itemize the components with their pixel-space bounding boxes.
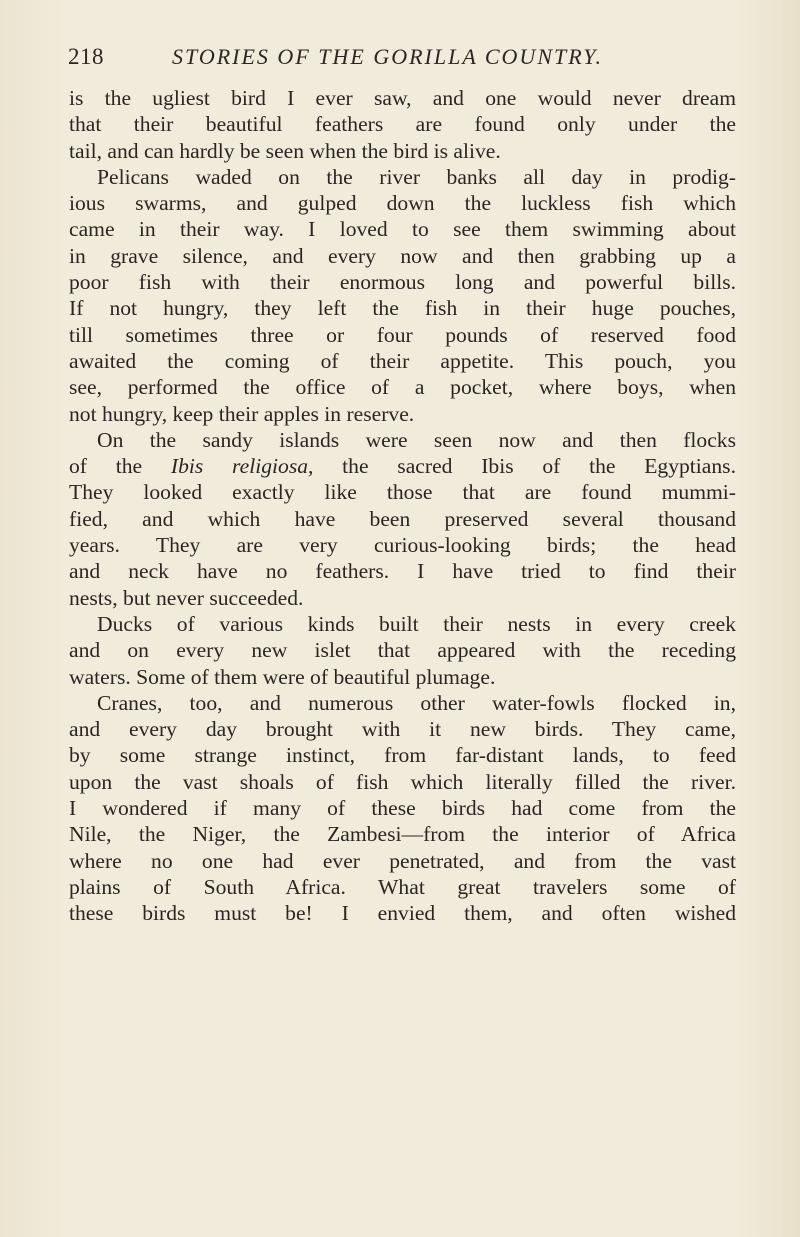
text-line: waters. Some of them were of beautiful plumage. bbox=[69, 664, 496, 689]
text-line: Nile, the Niger, the Zambesi—from the interior of Africa bbox=[69, 822, 736, 847]
text-line: that their beautiful feathers are found only under the bbox=[69, 112, 736, 137]
text-line: ious swarms, and gulped down the luckless fish which bbox=[69, 191, 736, 216]
text-line: till sometimes three or four pounds of reserved food bbox=[69, 322, 736, 347]
text-line: fied, and which have been preserved several thousand bbox=[69, 506, 736, 531]
text-fragment: , the sacred Ibis of the Egyptians. bbox=[308, 454, 736, 479]
text-line: in grave silence, and every now and then grabbing up a bbox=[69, 243, 736, 268]
text-line: tail, and can hardly be seen when the bird is alive. bbox=[69, 138, 501, 163]
text-line: is the ugliest bird I ever saw, and one would never dream bbox=[69, 86, 736, 110]
text-line: came in their way. I loved to see them swimming about bbox=[69, 217, 736, 242]
text-line: awaited the coming of their appetite. This pouch, you bbox=[69, 348, 736, 373]
text-fragment: of the bbox=[69, 454, 171, 479]
running-title: STORIES OF THE GORILLA COUNTRY. bbox=[172, 44, 603, 69]
body-text bbox=[69, 85, 736, 927]
text-line: nests, but never succeeded. bbox=[69, 585, 304, 610]
text-line: Pelicans waded on the river banks all day in prodig- bbox=[97, 164, 736, 189]
text-line: not hungry, keep their apples in reserve. bbox=[69, 401, 415, 426]
running-head bbox=[68, 44, 728, 84]
text-line: see, performed the office of a pocket, where boys, when bbox=[69, 375, 736, 400]
text-line: Cranes, too, and numerous other water-fowls flocked in, bbox=[97, 690, 736, 715]
text-line: and neck have no feathers. I have tried to find their bbox=[69, 559, 736, 584]
text-line: Ducks of various kinds built their nests in every creek bbox=[97, 611, 736, 636]
text-line: poor fish with their enormous long and powerful bills. bbox=[69, 270, 736, 295]
text-line: years. They are very curious-looking birds; the head bbox=[69, 533, 736, 558]
text-line: by some strange instinct, from far-distant lands, to feed bbox=[69, 743, 736, 768]
text-line: If not hungry, they left the fish in their huge pouches, bbox=[69, 296, 736, 321]
text-line: They looked exactly like those that are found mummi- bbox=[69, 480, 736, 505]
italic-species-name: Ibis religiosa bbox=[170, 454, 309, 479]
text-line: where no one had ever penetrated, and from the vast bbox=[69, 848, 736, 873]
text-line: upon the vast shoals of fish which literally filled the river. bbox=[69, 769, 736, 794]
page-number: 218 bbox=[68, 44, 104, 69]
text-line: plains of South Africa. What great travelers some of bbox=[69, 874, 736, 899]
text-line: I wondered if many of these birds had come from the bbox=[69, 796, 736, 821]
text-line: and every day brought with it new birds. They came, bbox=[69, 717, 736, 742]
text-line: these birds must be! I envied them, and often wished bbox=[69, 901, 736, 926]
text-line: and on every new islet that appeared with the receding bbox=[69, 638, 736, 663]
text-line: On the sandy islands were seen now and then flocks bbox=[97, 427, 736, 452]
text-line-with-italic bbox=[69, 453, 736, 479]
